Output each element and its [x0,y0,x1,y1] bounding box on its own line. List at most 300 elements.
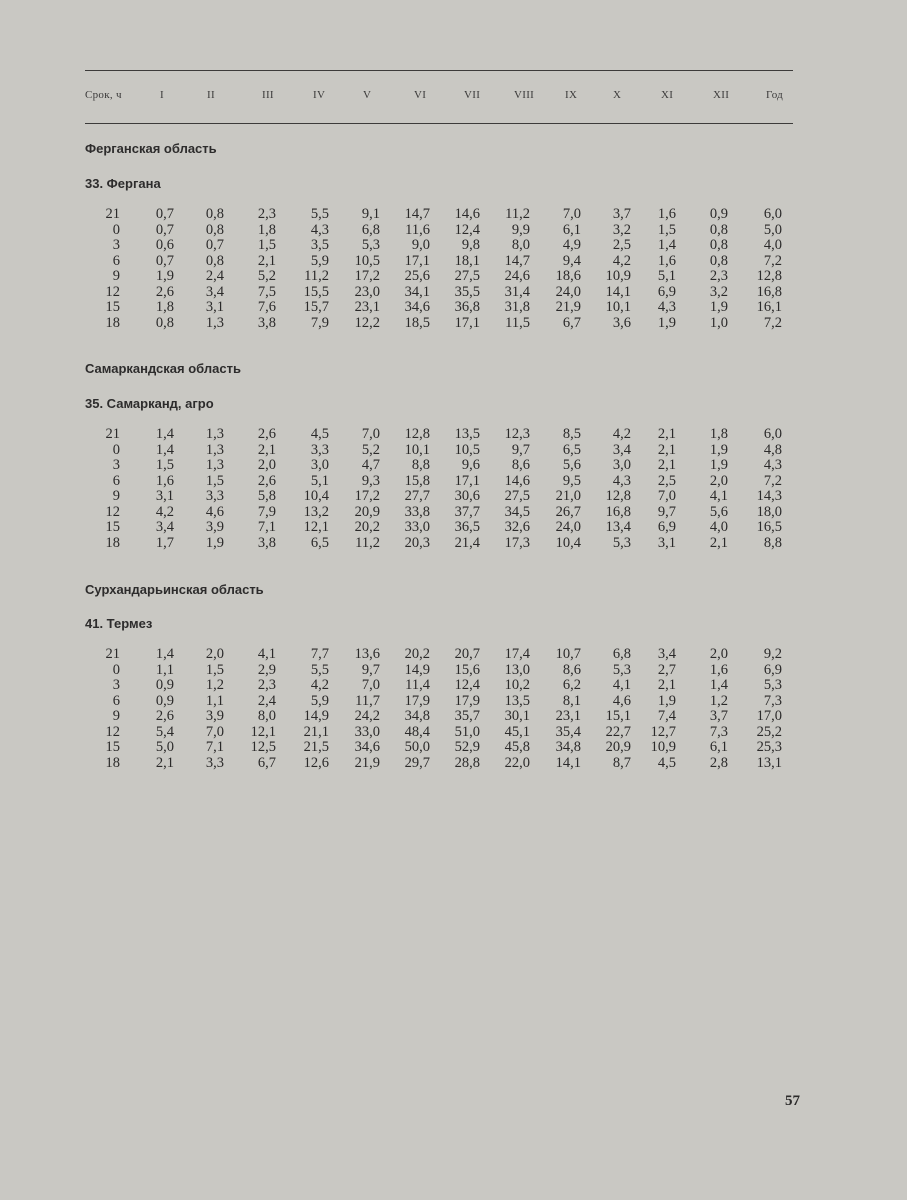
cell-month-3: 6,7 [257,754,276,771]
cell-month-8: 8,0 [511,237,530,253]
cell-month-8: 17,4 [504,646,530,662]
row-hour: 6 [112,692,120,709]
cell-month-4: 5,9 [310,252,329,269]
cell-month-11: 2,1 [657,426,676,442]
cell-month-3: 2,0 [257,457,276,473]
cell-month-7: 51,0 [454,723,480,740]
cell-month-8: 8,6 [511,457,530,473]
cell-month-2: 0,8 [205,252,224,269]
cell-month-12: 3,2 [709,283,728,300]
cell-month-11: 2,5 [657,472,676,489]
cell-month-10: 3,4 [612,441,631,458]
cell-month-9: 8,6 [562,661,581,678]
header-month-9: IX [565,89,578,101]
cell-month-3: 3,8 [257,314,276,331]
cell-month-4: 5,5 [310,206,329,222]
row-hour: 9 [112,488,120,504]
cell-month-6: 8,8 [411,457,430,473]
cell-month-5: 13,6 [354,646,380,662]
cell-month-5: 4,7 [361,457,380,473]
cell-month-5: 12,2 [354,314,380,331]
cell-month-9: 26,7 [555,503,581,520]
cell-month-10: 2,5 [612,237,631,253]
cell-month-6: 34,6 [404,299,430,315]
cell-month-4: 13,2 [303,503,329,520]
cell-month-8: 9,9 [511,221,530,238]
cell-month-7: 21,4 [454,534,480,551]
cell-month-8: 32,6 [504,519,530,535]
cell-month-5: 23,1 [354,299,380,315]
cell-month-4: 7,9 [310,314,329,331]
cell-month-5: 33,0 [354,723,380,740]
cell-month-12: 4,1 [709,488,728,504]
cell-month-5: 17,2 [354,488,380,504]
cell-month-4: 5,9 [310,692,329,709]
cell-month-1: 2,1 [155,754,174,771]
cell-month-4: 3,5 [310,237,329,253]
cell-month-9: 7,0 [562,206,581,222]
cell-month-4: 15,5 [303,283,329,300]
cell-month-3: 2,6 [257,426,276,442]
cell-month-2: 2,0 [205,646,224,662]
cell-month-1: 4,2 [155,503,174,520]
cell-month-7: 9,6 [461,457,480,473]
cell-month-12: 0,8 [709,252,728,269]
row-hour: 18 [105,534,120,551]
cell-month-5: 9,3 [361,472,380,489]
cell-month-10: 15,1 [605,708,631,724]
cell-month-2: 1,2 [205,677,224,693]
cell-month-11: 4,3 [657,299,676,315]
cell-month-9: 10,4 [555,534,581,551]
cell-month-10: 5,3 [612,534,631,551]
row-hour: 0 [112,441,120,458]
cell-month-7: 18,1 [454,252,480,269]
cell-month-2: 0,8 [205,221,224,238]
cell-month-3: 1,8 [257,221,276,238]
cell-month-2: 1,3 [205,457,224,473]
cell-month-9: 9,4 [562,252,581,269]
cell-month-8: 9,7 [511,441,530,458]
station-title: 35. Самарканд, агро [85,396,214,411]
cell-month-10: 4,6 [612,692,631,709]
row-hour: 12 [105,503,120,520]
cell-month-5: 20,2 [354,519,380,535]
cell-month-3: 7,6 [257,299,276,315]
cell-month-7: 30,6 [454,488,480,504]
cell-month-5: 21,9 [354,754,380,771]
cell-month-4: 21,5 [303,739,329,755]
row-hour: 18 [105,314,120,331]
cell-month-9: 34,8 [555,739,581,755]
cell-month-5: 9,1 [361,206,380,222]
cell-month-6: 34,1 [404,283,430,300]
cell-month-9: 10,7 [555,646,581,662]
cell-month-9: 6,2 [562,677,581,693]
table-top-rule [85,70,793,71]
cell-month-11: 7,4 [657,708,676,724]
cell-month-2: 3,4 [205,283,224,300]
row-hour: 3 [112,457,120,473]
cell-month-1: 1,5 [155,457,174,473]
cell-month-1: 0,7 [155,252,174,269]
cell-month-4: 10,4 [303,488,329,504]
cell-month-12: 2,1 [709,534,728,551]
cell-month-6: 20,3 [404,534,430,551]
cell-month-5: 10,5 [354,252,380,269]
cell-month-8: 11,2 [505,206,530,222]
cell-month-9: 21,9 [555,299,581,315]
cell-month-4: 4,5 [310,426,329,442]
cell-month-11: 4,5 [657,754,676,771]
row-hour: 21 [105,426,120,442]
cell-month-4: 14,9 [303,708,329,724]
region-title: Самаркандская область [85,361,241,376]
header-month-3: III [262,89,274,101]
cell-month-8: 13,0 [504,661,530,678]
cell-month-10: 14,1 [605,283,631,300]
cell-month-12: 0,8 [709,221,728,238]
header-month-2: II [207,89,215,101]
cell-month-11: 2,1 [657,457,676,473]
cell-month-5: 20,9 [354,503,380,520]
cell-month-10: 4,2 [612,426,631,442]
cell-month-12: 1,8 [709,426,728,442]
cell-month-3: 7,9 [257,503,276,520]
cell-month-3: 3,8 [257,534,276,551]
cell-month-5: 34,6 [354,739,380,755]
cell-month-8: 27,5 [504,488,530,504]
cell-month-5: 11,2 [355,534,380,551]
cell-month-12: 1,6 [709,661,728,678]
cell-month-1: 0,6 [155,237,174,253]
cell-month-7: 14,6 [454,206,480,222]
cell-month-3: 8,0 [257,708,276,724]
cell-month-4: 5,1 [310,472,329,489]
cell-month-6: 18,5 [404,314,430,331]
cell-month-8: 14,6 [504,472,530,489]
header-month-11: XI [661,89,674,101]
cell-month-9: 8,5 [562,426,581,442]
cell-month-5: 5,2 [361,441,380,458]
cell-month-2: 3,3 [205,488,224,504]
cell-month-9: 23,1 [555,708,581,724]
cell-month-2: 3,9 [205,519,224,535]
cell-month-3: 7,5 [257,283,276,300]
cell-month-11: 6,9 [657,283,676,300]
cell-month-8: 11,5 [505,314,530,331]
cell-month-4: 3,3 [310,441,329,458]
cell-month-10: 3,6 [612,314,631,331]
cell-year: 7,2 [763,314,782,331]
header-month-5: V [363,89,372,101]
cell-month-5: 23,0 [354,283,380,300]
cell-month-1: 0,7 [155,206,174,222]
cell-month-6: 9,0 [411,237,430,253]
cell-year: 8,8 [763,534,782,551]
cell-month-1: 1,9 [155,268,174,284]
cell-month-2: 4,6 [205,503,224,520]
cell-month-11: 12,7 [650,723,676,740]
row-hour: 9 [112,708,120,724]
header-month-12: XII [713,89,730,101]
region-title: Сурхандарьинская область [85,582,264,597]
cell-month-7: 17,1 [454,472,480,489]
cell-month-11: 1,9 [657,314,676,331]
cell-month-5: 5,3 [361,237,380,253]
cell-month-7: 9,8 [461,237,480,253]
cell-month-8: 30,1 [504,708,530,724]
cell-month-11: 1,5 [657,221,676,238]
table-header-rule [85,123,793,124]
cell-month-2: 1,5 [205,472,224,489]
cell-month-5: 7,0 [361,677,380,693]
cell-month-10: 8,7 [612,754,631,771]
cell-month-2: 2,4 [205,268,224,284]
cell-month-8: 31,8 [504,299,530,315]
cell-month-12: 6,1 [709,739,728,755]
cell-month-7: 10,5 [454,441,480,458]
cell-month-7: 36,8 [454,299,480,315]
header-month-4: IV [313,89,326,101]
cell-month-8: 22,0 [504,754,530,771]
cell-month-7: 35,7 [454,708,480,724]
cell-month-11: 1,6 [657,206,676,222]
cell-month-10: 4,1 [612,677,631,693]
cell-month-2: 1,5 [205,661,224,678]
cell-year: 13,1 [756,754,782,771]
cell-month-3: 2,4 [257,692,276,709]
row-hour: 15 [105,299,120,315]
row-hour: 21 [105,646,120,662]
cell-month-3: 12,1 [250,723,276,740]
cell-month-9: 6,1 [562,221,581,238]
cell-month-6: 50,0 [404,739,430,755]
cell-month-2: 3,3 [205,754,224,771]
cell-month-6: 33,8 [404,503,430,520]
cell-month-6: 11,4 [405,677,430,693]
cell-month-7: 12,4 [454,677,480,693]
cell-month-3: 2,3 [257,206,276,222]
cell-month-3: 7,1 [257,519,276,535]
cell-year: 6,0 [763,426,782,442]
header-year: Год [766,89,784,101]
cell-year: 7,2 [763,472,782,489]
cell-month-11: 10,9 [650,739,676,755]
cell-month-12: 5,6 [709,503,728,520]
cell-month-9: 24,0 [555,283,581,300]
cell-month-10: 3,2 [612,221,631,238]
cell-year: 12,8 [756,268,782,284]
cell-month-4: 12,6 [303,754,329,771]
cell-month-3: 12,5 [250,739,276,755]
cell-month-1: 1,7 [155,534,174,551]
cell-month-12: 1,9 [709,457,728,473]
cell-month-11: 2,1 [657,677,676,693]
cell-month-8: 45,1 [504,723,530,740]
cell-month-9: 5,6 [562,457,581,473]
cell-month-6: 34,8 [404,708,430,724]
cell-month-6: 48,4 [404,723,430,740]
cell-month-3: 2,3 [257,677,276,693]
cell-month-4: 11,2 [304,268,329,284]
row-hour: 3 [112,237,120,253]
cell-month-7: 27,5 [454,268,480,284]
cell-month-12: 4,0 [709,519,728,535]
row-hour: 15 [105,519,120,535]
cell-month-7: 52,9 [454,739,480,755]
cell-year: 7,2 [763,252,782,269]
cell-year: 4,8 [763,441,782,458]
cell-month-7: 28,8 [454,754,480,771]
cell-month-2: 1,9 [205,534,224,551]
cell-month-12: 0,8 [709,237,728,253]
cell-year: 17,0 [756,708,782,724]
header-hour: Срок, ч [85,89,122,101]
cell-month-3: 2,1 [257,252,276,269]
cell-month-12: 1,9 [709,441,728,458]
cell-month-12: 1,2 [709,692,728,709]
cell-month-1: 1,1 [155,661,174,678]
cell-year: 9,2 [763,646,782,662]
cell-month-2: 1,3 [205,314,224,331]
cell-month-10: 3,0 [612,457,631,473]
cell-month-7: 37,7 [454,503,480,520]
cell-month-7: 17,9 [454,692,480,709]
cell-month-9: 14,1 [555,754,581,771]
row-hour: 6 [112,252,120,269]
cell-month-11: 3,4 [657,646,676,662]
cell-month-9: 9,5 [562,472,581,489]
cell-month-1: 1,4 [155,426,174,442]
cell-month-8: 34,5 [504,503,530,520]
page-number: 57 [785,1093,800,1109]
cell-year: 16,8 [756,283,782,300]
cell-month-1: 1,4 [155,646,174,662]
cell-month-1: 0,7 [155,221,174,238]
cell-year: 16,1 [756,299,782,315]
cell-month-1: 0,8 [155,314,174,331]
cell-month-2: 0,7 [205,237,224,253]
cell-year: 14,3 [756,488,782,504]
cell-month-9: 18,6 [555,268,581,284]
row-hour: 12 [105,283,120,300]
cell-month-10: 10,9 [605,268,631,284]
cell-month-11: 3,1 [657,534,676,551]
cell-month-10: 4,3 [612,472,631,489]
cell-month-4: 15,7 [303,299,329,315]
cell-month-6: 14,9 [404,661,430,678]
row-hour: 9 [112,268,120,284]
cell-month-1: 3,4 [155,519,174,535]
cell-month-1: 1,4 [155,441,174,458]
cell-month-1: 2,6 [155,708,174,724]
cell-month-5: 6,8 [361,221,380,238]
cell-month-8: 14,7 [504,252,530,269]
header-month-7: VII [464,89,481,101]
cell-month-9: 4,9 [562,237,581,253]
cell-year: 5,0 [763,221,782,238]
header-month-8: VIII [514,89,535,101]
cell-month-8: 17,3 [504,534,530,551]
cell-month-10: 4,2 [612,252,631,269]
cell-year: 25,3 [756,739,782,755]
cell-month-5: 7,0 [361,426,380,442]
cell-month-4: 6,5 [310,534,329,551]
cell-month-11: 1,9 [657,692,676,709]
cell-month-2: 7,1 [205,739,224,755]
cell-month-7: 15,6 [454,661,480,678]
cell-year: 4,3 [763,457,782,473]
cell-month-10: 20,9 [605,739,631,755]
cell-month-1: 0,9 [155,692,174,709]
cell-month-12: 2,3 [709,268,728,284]
cell-month-1: 3,1 [155,488,174,504]
cell-month-3: 2,9 [257,661,276,678]
cell-month-10: 5,3 [612,661,631,678]
cell-month-9: 6,7 [562,314,581,331]
cell-month-10: 13,4 [605,519,631,535]
cell-year: 7,3 [763,692,782,709]
cell-month-12: 1,9 [709,299,728,315]
cell-month-2: 0,8 [205,206,224,222]
cell-month-6: 10,1 [404,441,430,458]
station-title: 33. Фергана [85,176,161,191]
cell-month-2: 1,3 [205,426,224,442]
cell-month-12: 7,3 [709,723,728,740]
cell-month-3: 5,2 [257,268,276,284]
cell-year: 25,2 [756,723,782,740]
row-hour: 18 [105,754,120,771]
cell-month-3: 2,6 [257,472,276,489]
cell-year: 4,0 [763,237,782,253]
cell-month-6: 14,7 [404,206,430,222]
cell-month-3: 4,1 [257,646,276,662]
cell-month-6: 17,1 [404,252,430,269]
cell-month-8: 13,5 [504,692,530,709]
cell-month-2: 3,1 [205,299,224,315]
cell-month-10: 16,8 [605,503,631,520]
cell-month-8: 45,8 [504,739,530,755]
cell-month-6: 11,6 [405,221,430,238]
cell-year: 18,0 [756,503,782,520]
cell-month-7: 13,5 [454,426,480,442]
cell-month-11: 2,7 [657,661,676,678]
cell-month-12: 2,8 [709,754,728,771]
cell-month-6: 27,7 [404,488,430,504]
cell-month-4: 12,1 [303,519,329,535]
cell-month-8: 31,4 [504,283,530,300]
cell-month-9: 6,5 [562,441,581,458]
cell-month-7: 17,1 [454,314,480,331]
cell-month-6: 25,6 [404,268,430,284]
cell-month-9: 8,1 [562,692,581,709]
cell-year: 6,0 [763,206,782,222]
cell-month-10: 12,8 [605,488,631,504]
cell-month-10: 6,8 [612,646,631,662]
cell-month-4: 4,2 [310,677,329,693]
row-hour: 0 [112,221,120,238]
cell-month-7: 20,7 [454,646,480,662]
cell-year: 5,3 [763,677,782,693]
cell-month-5: 17,2 [354,268,380,284]
cell-month-6: 12,8 [404,426,430,442]
cell-month-11: 7,0 [657,488,676,504]
cell-month-7: 36,5 [454,519,480,535]
cell-month-2: 7,0 [205,723,224,740]
cell-month-12: 2,0 [709,646,728,662]
cell-month-11: 1,6 [657,252,676,269]
